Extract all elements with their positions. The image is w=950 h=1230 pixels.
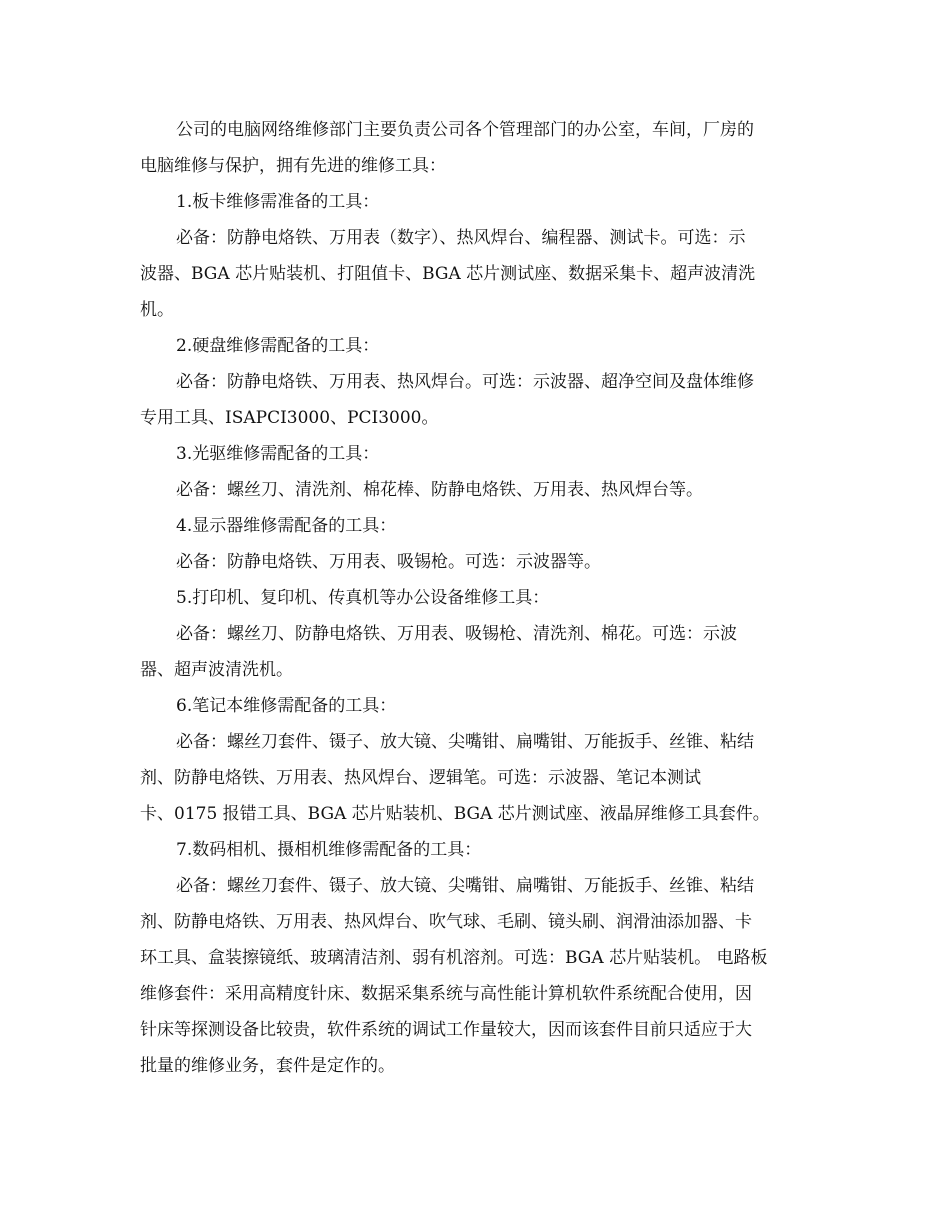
- text-line: 批量的维修业务，套件是定作的。: [140, 1056, 395, 1076]
- text-line: 机。: [140, 300, 174, 320]
- paragraph: [140, 868, 812, 1084]
- text-line: 公司的电脑网络维修部门主要负责公司各个管理部门的办公室，车间，厂房的: [176, 120, 754, 140]
- text-line: 必备：螺丝刀套件、镊子、放大镜、尖嘴钳、扁嘴钳、万能扳手、丝锥、粘结: [176, 732, 754, 752]
- text-line: 必备：螺丝刀、防静电烙铁、万用表、吸锡枪、清洗剂、棉花。可选：示波: [176, 624, 737, 644]
- paragraph: [140, 472, 812, 508]
- paragraph: [140, 580, 812, 616]
- text-line: 环工具、盒装擦镜纸、玻璃清洁剂、弱有机溶剂。可选：BGA 芯片贴装机。 电路板: [140, 948, 768, 968]
- paragraph: [140, 364, 812, 436]
- text-line: 5.打印机、复印机、传真机等办公设备维修工具：: [176, 588, 550, 608]
- text-line: 4.显示器维修需配备的工具：: [176, 516, 397, 536]
- text-line: 必备：防静电烙铁、万用表（数字）、热风焊台、编程器、测试卡。可选：示: [176, 228, 746, 248]
- text-line: 剂、防静电烙铁、万用表、热风焊台、吹气球、毛刷、镜头刷、润滑油添加器、卡: [140, 912, 752, 932]
- paragraph: [140, 832, 812, 868]
- text-line: 必备：防静电烙铁、万用表、热风焊台。可选：示波器、超净空间及盘体维修: [176, 372, 754, 392]
- text-line: 波器、BGA 芯片贴装机、打阻值卡、BGA 芯片测试座、数据采集卡、超声波清洗: [140, 264, 756, 284]
- text-line: 电脑维修与保护，拥有先进的维修工具：: [140, 156, 446, 176]
- paragraph: [140, 724, 812, 832]
- text-line: 卡、0175 报错工具、BGA 芯片贴装机、BGA 芯片测试座、液晶屏维修工具套件。: [140, 804, 770, 824]
- paragraph: [140, 616, 812, 688]
- paragraph: [140, 112, 812, 184]
- text-line: 剂、防静电烙铁、万用表、热风焊台、逻辑笔。可选：示波器、笔记本测试: [140, 768, 701, 788]
- paragraph: [140, 544, 812, 580]
- text-line: 6.笔记本维修需配备的工具：: [176, 696, 397, 716]
- document-body: [140, 112, 812, 1084]
- text-line: 必备：防静电烙铁、万用表、吸锡枪。可选：示波器等。: [176, 552, 601, 572]
- paragraph: [140, 184, 812, 220]
- text-line: 必备：螺丝刀、清洗剂、棉花棒、防静电烙铁、万用表、热风焊台等。: [176, 480, 703, 500]
- text-line: 2.硬盘维修需配备的工具：: [176, 336, 380, 356]
- text-line: 必备：螺丝刀套件、镊子、放大镜、尖嘴钳、扁嘴钳、万能扳手、丝锥、粘结: [176, 876, 754, 896]
- text-line: 维修套件：采用高精度针床、数据采集系统与高性能计算机软件系统配合使用，因: [140, 984, 752, 1004]
- paragraph: [140, 220, 812, 328]
- paragraph: [140, 436, 812, 472]
- text-line: 7.数码相机、摄相机维修需配备的工具：: [176, 840, 482, 860]
- text-line: 针床等探测设备比较贵，软件系统的调试工作量较大，因而该套件目前只适应于大: [140, 1020, 752, 1040]
- paragraph: [140, 688, 812, 724]
- paragraph: [140, 328, 812, 364]
- paragraph: [140, 508, 812, 544]
- text-line: 器、超声波清洗机。: [140, 660, 293, 680]
- text-line: 3.光驱维修需配备的工具：: [176, 444, 380, 464]
- text-line: 专用工具、ISAPCI3000、PCI3000。: [140, 408, 439, 428]
- text-line: 1.板卡维修需准备的工具：: [176, 192, 380, 212]
